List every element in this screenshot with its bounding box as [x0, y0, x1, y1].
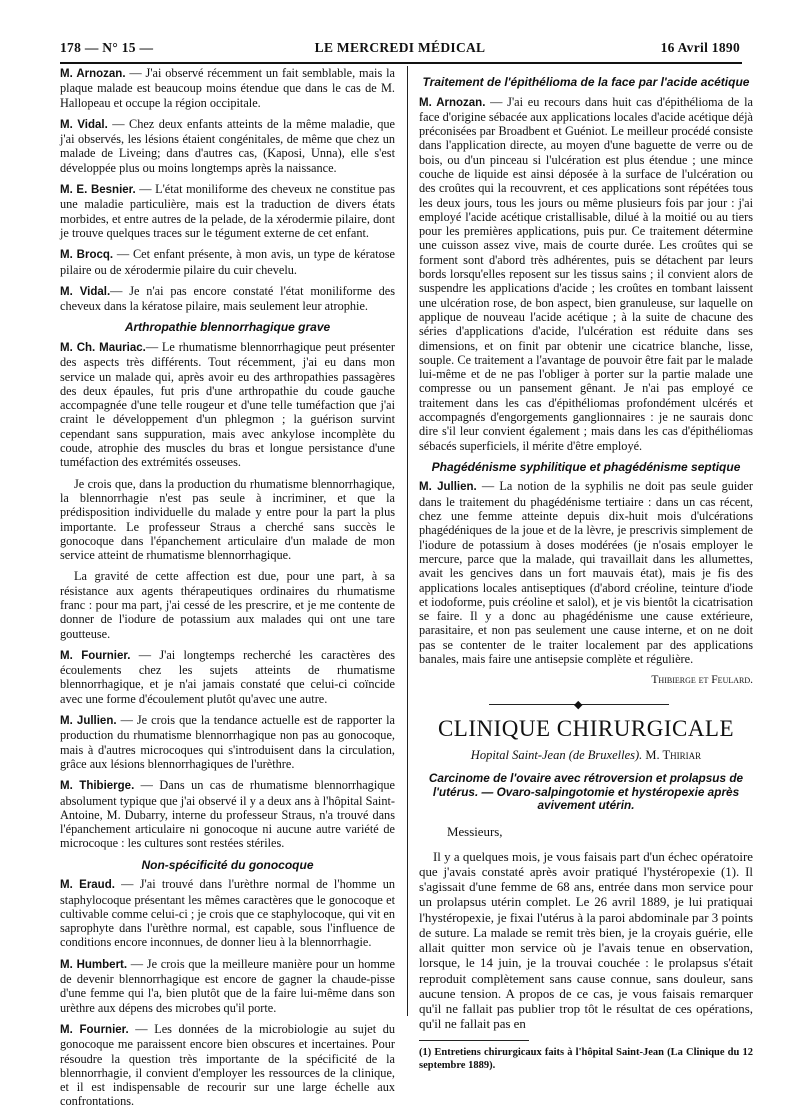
paragraph: M. Fournier. — J'ai longtemps recherché les caractères des écoulements chez les sujets atteints de rhumatisme blennorrhagique, et je n'ai jamais constaté que celui-ci coïncide avec une forme d'écoulement plutôt qu'avec une autre. [60, 647, 395, 706]
paragraph: M. Ch. Mauriac.— Le rhumatisme blennorrhagique peut présenter des aspects très différents. Tout récemment, j'ai eu dans mon service un malade qui, après avoir eu des arthropathies passagères des deux épaules, fut pris d'une arthropathie du coude gauche accompagnée d'une telle rougeur et d'une telle tuméfaction que j'ai craint le développement d'un phlegmon ; la guérison survint cependant sans suppuration, mais avec ankylose incomplète du coude, atrophie des muscles du bras et longue persistance d'une tuméfaction des extrémités osseuses. [60, 339, 395, 470]
paragraph: M. Eraud. — J'ai trouvé dans l'urèthre normal de l'homme un staphylocoque présentant les mêmes caractères que le gonocoque et cultivable comme celui-ci ; je crois que ce staphylocoque, qui vit en saprophyte dans l'urèthre normal, est capable, sous l'influence de conditions encore inconnues, de donner lieu à la blennorrhagie. [60, 877, 395, 950]
footnote: (1) Entretiens chirurgicaux faits à l'hôpital Saint-Jean (La Clinique du 12 septembre 1889). [419, 1047, 753, 1071]
paragraph: M. Vidal.— Je n'ai pas encore constaté l'état moniliforme des cheveux dans la kératose pilaire, mais seulement leur atrophie. [60, 283, 395, 314]
article-subtitle: Carcinome de l'ovaire avec rétroversion et prolapsus de l'utérus. — Ovaro-salpingotomie et hystéropexie après avivement utérin. [428, 771, 744, 813]
page-number: 178 — N° 15 — [60, 40, 154, 55]
journal-title: LE MERCREDI MÉDICAL [314, 40, 486, 55]
section-heading: Arthropathie blennorrhagique grave [124, 320, 331, 335]
paragraph: M. Humbert. — Je crois que la meilleure manière pour un homme de devenir blennorrhagique est encore de gagner la chaude-pisse d'une femme qui l'a, bien plutôt que de la faire lui-même dans son urèthre aux dépens des microbes qu'il porte. [60, 956, 395, 1015]
paragraph: M. Vidal. — Chez deux enfants atteints de la même maladie, que j'ai observés, les lésions étaient congénitales, de même que chez un malade de Liveing; dans d'autres cas, (Kaposi, Unna), elle s'est développée plus ou moins longtemps après la naissance. [60, 116, 395, 175]
paragraph: M. Arnozan. — J'ai eu recours dans huit cas d'épithélioma de la face d'origine sébacée aux applications locales d'acide acétique déjà préconisées par Broadbent et Guéniot. Le meilleur procédé consiste dans l'application directe, au moyen d'une baguette de verre ou de bois, ou d'un pinceau si l'ulcération est plus étendue ; une mince couche de liquide est ainsi déposée à la surface de l'ulcération ou des croûtes qui la recouvrent, et ces applications sont répétées tous les deux jours, tous les jours ou même plusieurs fois par jour : j'ai employé l'acide acétique cristallisable, dilué à la moitié ou au tiers pour les premières applications, puis pur. Ce traitement détermine une cuisson assez vive, mais de courte durée. Les croûtes qui se forment sont d'abord très adhérentes, puis se détachent par leurs bords lorsqu'elles reposent sur les tissus sains ; il convient alors de suspendre les applications d'acide ; les croûtes en tombant laissent une ulcération rose, de bon aspect, bien granuleuse, sur laquelle on applique de nouveau l'acide acétique ; à la suite de chacune des séries d'applications d'acide, l'ulcération est réduite dans ses dimensions, et on finit par obtenir une cicatrice blanche, lisse, souple. Ce traitement a l'avantage de pouvoir être fait par le malade lui-même et de ne pas l'obliger à porter sur la partie malade une compresse ou un pansement gênant. Je n'ai pas employé ce traitement dans les cas d'épithéliomas profondément ulcérés et accompagnés d'engorgements ganglionnaires : je ne saurais donc dire s'il leur convient également ; mais dans les cas d'épithéliomas sébacés superficiels, il mérite d'être employé. [419, 94, 753, 453]
article-body [419, 825, 753, 1033]
column-divider [407, 66, 408, 1016]
section-heading: Traitement de l'épithélioma de la face par l'acide acétique [422, 75, 750, 89]
paragraph: M. Jullien. — La notion de la syphilis ne doit pas seule guider dans le traitement du phagédénisme tertiaire : dans un cas récent, chez une femme atteinte depuis dix-huit mois d'ulcérations phagédéniques de la joue et de la lèvre, je prescrivis simplement de l'iodure de potassium à doses modérées (je n'osais employer le mercure, parce que la malade, qui travaillait dans les allumettes, avait les gencives dans un fort mauvais état), mais je fis des applications locales antiseptiques (d'abord créoline, teinture d'iode et iodoforme, puis créoline et salol), et je vis bientôt la cicatrisation se faire. Il y a donc au phagédénisme une cause extérieure, parasitaire, et non pas seulement une cause interne, et on ne doit pas se contenter de le traiter localement par des applications banales, mais faire une antisepsie complète et régulière. [419, 479, 753, 666]
left-column [60, 66, 395, 1116]
paragraph: M. Thibierge. — Dans un cas de rhumatisme blennorrhagique absolument typique que j'ai observé il y a deux ans à l'hôpital Saint-Antoine, M. Dubarry, interne du professeur Straus, n'a trouvé dans l'épanchement articulaire ni gonocoque ni aucune autre variété de microcoque : les cultures sont restées stériles. [60, 778, 395, 851]
ornament-rule [419, 696, 753, 714]
paragraph: Il y a quelques mois, je vous faisais part d'un échec opératoire que j'avais constaté après avoir pratiqué l'hystéropexie (1). Il s'agissait d'une femme de 68 ans, entrée dans mon service pour un prolapsus utérin complet. Le 26 avril 1889, je lui pratiquai l'hystéropexie, je fixai l'utérus à la paroi abdominale par 3 points de suture. La malade se remit très bien, je la croyais guérie, elle allait quitter mon service où je l'avais tenue en observation, lorsque, le 14 juin, je la trouvai couchée : le prolapsus s'était reproduit complètement sans cause connue, sans douleur, sans aucune tension. A propos de ce cas, je vous faisais remarquer qu'il ne fallait pas publier trop tôt le résultat de ces opérations, qu'il ne fallait pas en [419, 849, 753, 1032]
paragraph: M. E. Besnier. — L'état moniliforme des cheveux ne constitue pas une maladie particulière, mais est la traduction de divers états morbides, et entre autres de la pelade, de la xérodermie pilaire, dont je trouve quelques traces sur le tégument externe de cet enfant. [60, 182, 395, 240]
hospital-line: Hopital Saint-Jean (de Bruxelles). M. Thiriar [470, 747, 702, 762]
clinique-title: CLINIQUE CHIRURGICALE [437, 715, 735, 741]
issue-date: 16 Avril 1890 [660, 40, 740, 55]
paragraph: La gravité de cette affection est due, pour une part, à sa résistance aux agents thérapeutiques ordinaires du rhumatisme franc : pour ma part, j'ai cessé de les prescrire, et je me contente de donner de l'iodure de potassium aux malades qui ont une tare goutteuse. [60, 569, 395, 641]
right-column [419, 66, 753, 1072]
speaker: M. Thibierge. [60, 780, 135, 793]
section-heading: Non-spécificité du gonocoque [141, 857, 314, 872]
speaker: M. Fournier. [60, 649, 131, 662]
running-header [60, 40, 740, 60]
header-rule [60, 62, 742, 64]
paragraph: M. Arnozan. — J'ai observé récemment un fait semblable, mais la plaque malade est beaucoup moins étendue que dans le cas de M. Hallopeau et occupe la région occipitale. [60, 66, 395, 110]
paragraph: M. Brocq. — Cet enfant présente, à mon avis, un type de kératose pilaire ou de xérodermie pilaire du cuir chevelu. [60, 247, 395, 277]
speaker: M. Brocq. [60, 249, 114, 262]
paragraph: M. Fournier. — Les données de la microbiologie au sujet du gonocoque me paraissent encore bien obscures et incertaines. Pour résoudre la question très importante de la spécificité de la blennorrhagie, il convient d'employer les ressources de la clinique, et il est indispensable de recourir sur une large échelle aux confrontations. [60, 1021, 396, 1109]
speaker: M. Vidal. [60, 118, 108, 131]
speaker: M. Humbert. [60, 958, 128, 971]
speaker: M. Arnozan. [60, 68, 126, 80]
paragraph: Je crois que, dans la production du rhumatisme blennorrhagique, la blennorrhagie n'est pas seule à incriminer, et que la prédisposition individuelle du malade y entre pour la part la plus importante. Le professeur Straus a cherché sans succès le gonocoque dans l'épanchement articulaire d'un malade de mon service atteint de rhumatisme blennorrhagique. [60, 476, 395, 563]
speaker: M. Jullien. [60, 715, 117, 728]
paragraph: M. Jullien. — Je crois que la tendance actuelle est de rapporter la production du rhumatisme blennorrhagique non pas au gonocoque, mais à d'autres microcoques qui s'introduisent dans la circulation, grâce aux lésions blennorrhagiques de l'urèthre. [60, 713, 395, 771]
speaker: M. Vidal. [60, 285, 111, 298]
speaker: M. Jullien. [419, 481, 477, 494]
speaker: M. Ch. Mauriac. [60, 341, 146, 354]
section-heading: Phagédénisme syphilitique et phagédénisme septique [431, 459, 741, 474]
speaker: M. Arnozan. [419, 96, 486, 109]
speaker: M. Eraud. [60, 879, 115, 892]
footnote-rule [419, 1040, 529, 1041]
hospital-author: M. Thiriar [645, 747, 702, 762]
salutation: Messieurs, [447, 824, 503, 839]
signature: Thibierge et Feulard. [651, 674, 753, 687]
speaker: M. Fournier. [60, 1023, 129, 1036]
diamond-ornament-icon: ◆ [574, 698, 583, 711]
speaker: M. E. Besnier. [60, 184, 136, 197]
